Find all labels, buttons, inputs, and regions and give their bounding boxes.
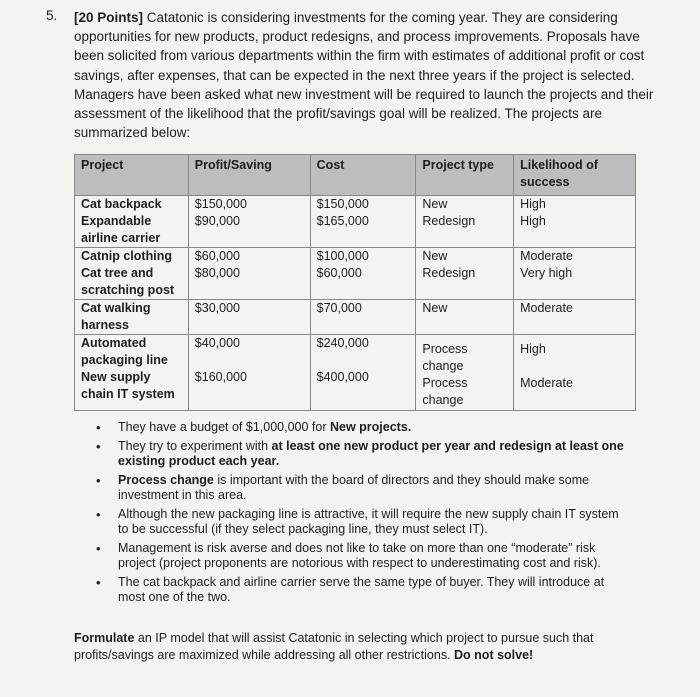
profit-value: $90,000 [194,214,240,228]
cost-cell [310,300,416,335]
project-name: Cat tree and scratching post [81,266,175,297]
profit-value: $80,000 [194,266,240,280]
type-value: Redesign [422,214,476,228]
likelihood-value: High [520,214,546,228]
project-name: Cat backpack [81,197,162,211]
profit-cell [188,300,310,335]
list-item [96,473,626,504]
list-item [96,575,626,606]
bullet-bold: at least one new product per year and redesign at least one existing product each year. [118,438,624,468]
type-value: Process change [422,376,468,407]
bullet-text: Although the new packaging line is attractive, it will require the new supply chain IT system to be successful (if they select packaging line, they must select IT). [118,506,619,536]
project-name: Catnip clothing [81,249,172,263]
table-row [75,335,636,411]
type-cell [416,248,514,300]
profit-cell [188,196,310,248]
constraints-list [96,420,626,609]
list-item [96,439,626,470]
table-row [75,300,636,335]
likelihood-cell [514,335,636,411]
likelihood-value: Very high [520,266,573,280]
profit-value: $30,000 [194,301,240,315]
type-cell [416,196,514,248]
likelihood-cell [514,196,636,248]
likelihood-value: Moderate [520,376,573,390]
project-name: Automated packaging line [81,336,168,367]
bullet-text: Management is risk averse and does not like to take on more than one “moderate” risk project (project proponents are notorious with respect to underestimating cost and risk). [118,540,601,570]
cost-cell [310,335,416,411]
cost-value: $400,000 [316,370,369,384]
likelihood-cell [514,248,636,300]
question-intro [74,8,659,142]
bullet-bold: Process change [118,472,214,487]
profit-value: $150,000 [194,197,247,211]
header-cost: Cost [310,155,416,196]
table-row [75,248,636,300]
project-cell [75,248,189,300]
profit-value: $60,000 [194,249,240,263]
type-value: New [422,197,448,211]
project-cell [75,196,189,248]
profit-value: $160,000 [194,370,247,384]
cost-value: $70,000 [316,301,362,315]
header-project: Project [75,155,189,196]
cost-value: $165,000 [316,214,369,228]
question-points: [20 Points] [74,10,144,25]
list-item [96,541,626,572]
project-name: Cat walking harness [81,301,151,332]
cost-cell [310,248,416,300]
cost-value: $150,000 [316,197,369,211]
cost-value: $60,000 [316,266,362,280]
final-bold-end: Do not solve! [454,648,534,662]
type-value: Redesign [422,266,476,280]
project-name: New supply chain IT system [81,370,175,401]
cost-value: $240,000 [316,336,369,350]
project-cell [75,335,189,411]
table-row [75,196,636,248]
type-cell [416,335,514,411]
likelihood-value: Moderate [520,249,573,263]
final-text: an IP model that will assist Catatonic in selecting which project to pursue such that profits/savings are maximized while addressing all other restrictions. [74,631,594,662]
likelihood-value: High [520,342,546,356]
type-value: New [422,301,448,315]
bullet-text: They have a budget of $1,000,000 for [118,420,330,434]
type-cell [416,300,514,335]
bullet-text: The cat backpack and airline carrier serve the same type of buyer. They will introduce at most one of the two. [118,574,605,604]
question-number: 5. [46,8,58,23]
likelihood-cell [514,300,636,335]
list-item [96,420,626,436]
type-value: New [422,249,448,263]
projects-table [74,154,636,411]
cost-value: $100,000 [316,249,369,263]
project-name: Expandable airline carrier [81,214,161,245]
profit-value: $40,000 [194,336,240,350]
final-bold: Formulate [74,631,135,645]
profit-cell [188,335,310,411]
cost-cell [310,196,416,248]
header-likelihood: Likelihood of success [514,155,636,196]
question-intro-text: Catatonic is considering investments for the coming year. They are considering opportunities for new products, product redesigns, and process improvements. Proposals have been solicited from various departments within the firm with estimates of additional profit or cost savings, after expenses, that can be expected in the next three years if the project is selected. Managers have been asked what new investment will be required to launch the projects and their assessment of the likelihood that the profit/savings goal will be realized. The projects are summarized below: [74,10,654,141]
header-type: Project type [416,155,514,196]
table-header-row [75,155,636,196]
list-item [96,507,626,538]
profit-cell [188,248,310,300]
final-instruction [74,630,634,664]
likelihood-value: Moderate [520,301,573,315]
bullet-text: is important with the board of directors and they should make some investment in this area. [118,472,590,502]
likelihood-value: High [520,197,546,211]
bullet-bold: New projects. [329,420,412,434]
type-value: Process change [422,342,468,373]
project-cell [75,300,189,335]
bullet-text: They try to experiment with [118,438,272,453]
header-profit: Profit/Saving [188,155,310,196]
